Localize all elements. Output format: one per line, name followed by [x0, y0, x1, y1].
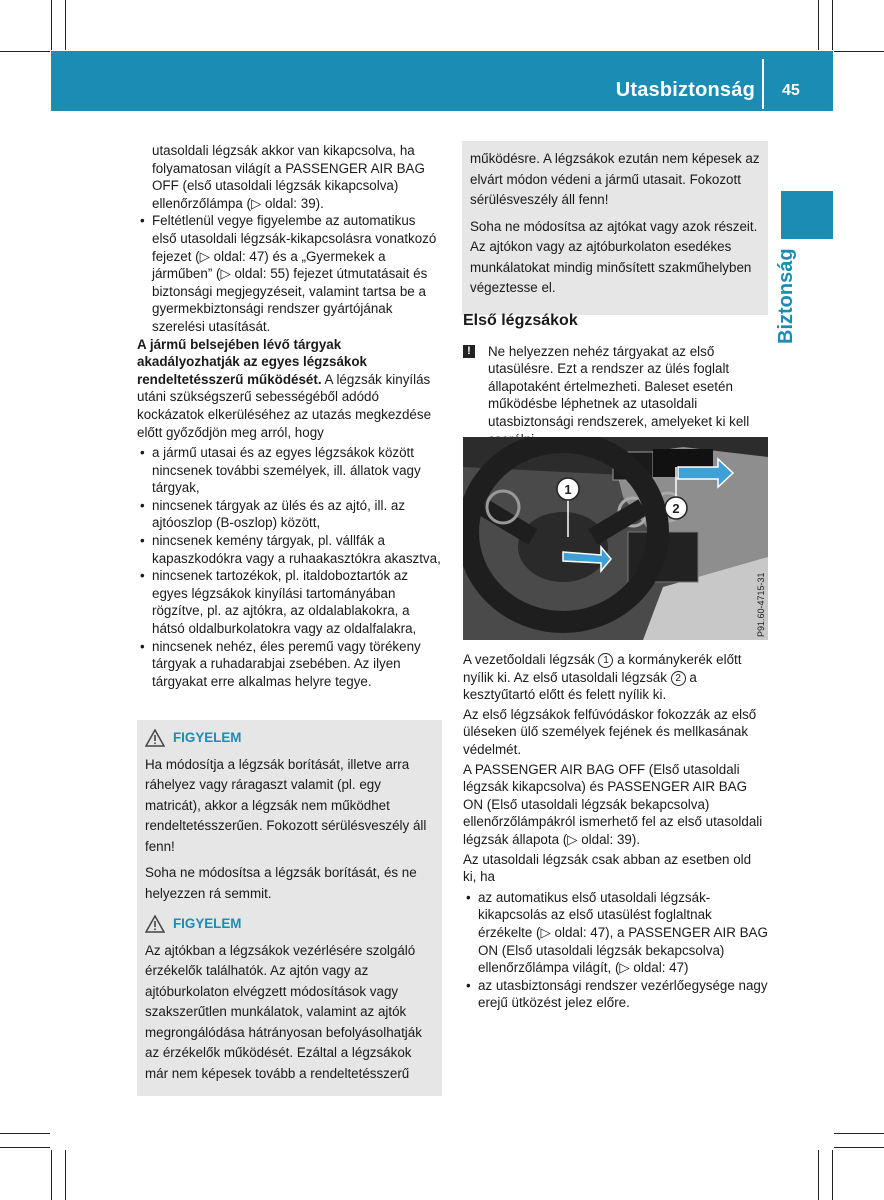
crop-mark: [832, 0, 833, 50]
bold-lead: A jármű belsejében lévő tárgyak akadályozhatják az egyes légzsákok rendeltetésszerű működését.: [137, 336, 367, 387]
warning-triangle-icon: [145, 729, 165, 747]
warning-text: Soha ne módosítsa az ajtókat vagy azok részeit. Az ajtókon vagy az ajtóburkolaton esedékes munkálatokat mindig minősített szakműhelyben végeztesse el.: [470, 218, 758, 295]
paragraph: A PASSENGER AIR BAG OFF (Első utasoldali légzsák kikapcsolva) és PASSENGER AIR BAG ON (Első utasoldali légzsák bekapcsolva) ellenőrzőlámpákról ismerhető fel az első utasoldali légzsák állapota (▷ oldal: 39).: [463, 761, 763, 847]
warning-box: [137, 720, 442, 920]
warning-text: Soha ne módosítsa a légzsák borítását, és ne helyezzen rá semmit.: [145, 865, 417, 901]
crop-mark: [834, 1133, 884, 1134]
crop-mark: [834, 1147, 884, 1148]
left-column: [137, 142, 441, 690]
list-item: • nincsenek tartozékok, pl. italdoboztartók az egyes légzsákok kinyílási tartományában rögzítve, pl. az ajtókra, az oldalablakokra, a hátsó oldalburkolatokra vagy az oldalfalakra,: [137, 567, 441, 637]
note: [463, 343, 768, 449]
list-item: • az utasbiztonsági rendszer vezérlőegysége nagy erejű ütközést jelez előre.: [463, 977, 768, 1012]
list-item: • a jármű utasai és az egyes légzsákok között nincsenek további személyek, ill. állatok vagy tárgyak,: [137, 444, 441, 497]
warning-label: FIGYELEM: [173, 916, 242, 931]
right-column-body: [463, 651, 768, 1012]
steering-wheel-illustration: [463, 437, 768, 640]
header-divider: [762, 59, 764, 109]
continued-paragraph: utasoldali légzsák akkor van kikapcsolva, ha folyamatosan világít a PASSENGER AIR BAG OFF (első utasoldali légzsák kikapcsolva) ellenőrzőlámpa (▷ oldal: 39).: [152, 143, 425, 211]
callout-2: 2: [672, 501, 680, 516]
crop-mark: [0, 51, 50, 52]
paragraph: Az utasoldali légzsák csak abban az esetben old ki, ha: [463, 851, 752, 885]
chapter-label: Biztonság: [775, 248, 797, 344]
callout-ref-2: 2: [671, 671, 686, 686]
crop-mark: [65, 0, 66, 50]
warning-text: Az ajtókban a légzsákok vezérlésére szolgáló érzékelők találhatók. Az ajtón vagy az ajtóburkolaton elvégzett módosítások vagy szakszerűtlen munkálatok, valamint az ajtók megrongálódása hátrányosan befolyásolhatják az érzékelők működését. Ezáltal a légzsákok már nem képesek tovább a rendeltetésszerű: [145, 942, 422, 1081]
crop-mark: [832, 1150, 833, 1200]
list-item: • nincsenek nehéz, éles peremű vagy törékeny tárgyak a ruhadarabjai zsebében. Az ilyen tárgyakat erre alkalmas helyre tegye.: [137, 638, 441, 691]
list-item: • Feltétlenül vegye figyelembe az automatikus első utasoldali légzsák-kikapcsolásra vonatkozó fejezet (▷ oldal: 47) és a „Gyermekek a járműben” (▷ oldal: 55) fejezet útmutatásait és biztonsági megjegyzéseit, valamint tartsa be a gyermekbiztonsági rendszer gyártójának szerelési utasítását.: [137, 212, 441, 335]
warning-triangle-icon: [145, 915, 165, 933]
crop-mark: [65, 1150, 66, 1200]
section-heading: Első légzsákok: [463, 312, 578, 329]
chapter-tab: [781, 191, 833, 239]
paragraph-text: a kesztyűtartó előtt és felett nyílik ki.: [463, 669, 697, 703]
paragraph-text: a kormánykerék előtt nyílik ki. Az első utasoldali légzsák: [463, 652, 742, 685]
warning-text: Ha módosítja a légzsák borítását, illetve arra ráhelyez vagy ráragaszt valamit (pl. egy matricát), akkor a légzsák nem működhet rendeltetésszerűen. Fokozott sérülésveszély áll fenn!: [145, 756, 427, 854]
page-number: 45: [782, 82, 800, 99]
crop-mark: [0, 1133, 50, 1134]
list-item: • nincsenek kemény tárgyak, pl. vállfák a kapaszkodókra vagy a ruhaakasztókra akasztva,: [137, 532, 441, 567]
paragraph: [463, 651, 768, 704]
right-column: [463, 312, 768, 448]
crop-mark: [818, 0, 819, 50]
warning-box: [137, 906, 442, 1096]
section-title: Utasbiztonság: [615, 79, 755, 101]
warning-title: [145, 728, 434, 749]
warning-text: működésre. A légzsákok ezután nem képesek az elvárt módon védeni a jármű utasait. Fokozott sérülésveszély áll fenn!: [470, 151, 760, 207]
paragraph-text: A vezetőoldali légzsák: [463, 652, 599, 667]
list-item: • az automatikus első utasoldali légzsák-kikapcsolás az első utasülést foglaltnak érzékelte (▷ oldal: 47), a PASSENGER AIR BAG ON (Első utasoldali légzsák bekapcsolva) ellenőrzőlámpa világít, (▷ oldal: 47): [463, 889, 768, 977]
warning-box-continued: [462, 141, 768, 315]
crop-mark: [0, 1147, 50, 1148]
warning-label: FIGYELEM: [173, 730, 242, 745]
page-header: [51, 51, 833, 111]
cockpit-photo: [463, 437, 768, 640]
crop-mark: [834, 51, 884, 52]
warning-title: [145, 914, 434, 935]
crop-mark: [51, 1150, 52, 1200]
note-text: Ne helyezzen nehéz tárgyakat az első utasülésre. Ezt a rendszer az ülés foglalt állapotaként értelmezheti. Baleset esetén működésbe léphetnek az utasoldali utasbiztonsági rendszerek, amelyeket ki kell: [488, 343, 750, 429]
intro-paragraph: [137, 336, 441, 442]
paragraph-text: A légzsák kinyílás utáni szükségszerű sebességéből adódó kockázatok elkerüléséhez az utazás megkezdése előtt győződjön meg arról, hogy: [137, 371, 432, 440]
crop-mark: [51, 0, 52, 50]
paragraph: Az első légzsákok felfúvódáskor fokozzák az első üléseken ülő személyek fejének és mellkasának védelmét.: [463, 706, 757, 757]
exclamation-icon: !: [463, 345, 475, 358]
callout-1: 1: [564, 482, 572, 497]
figure-code: P91.60-4715-31: [756, 572, 766, 637]
callout-ref-1: 1: [598, 653, 613, 668]
list-item: • nincsenek tárgyak az ülés és az ajtó, ill. az ajtóoszlop (B-oszlop) között,: [137, 497, 441, 532]
crop-mark: [818, 1150, 819, 1200]
